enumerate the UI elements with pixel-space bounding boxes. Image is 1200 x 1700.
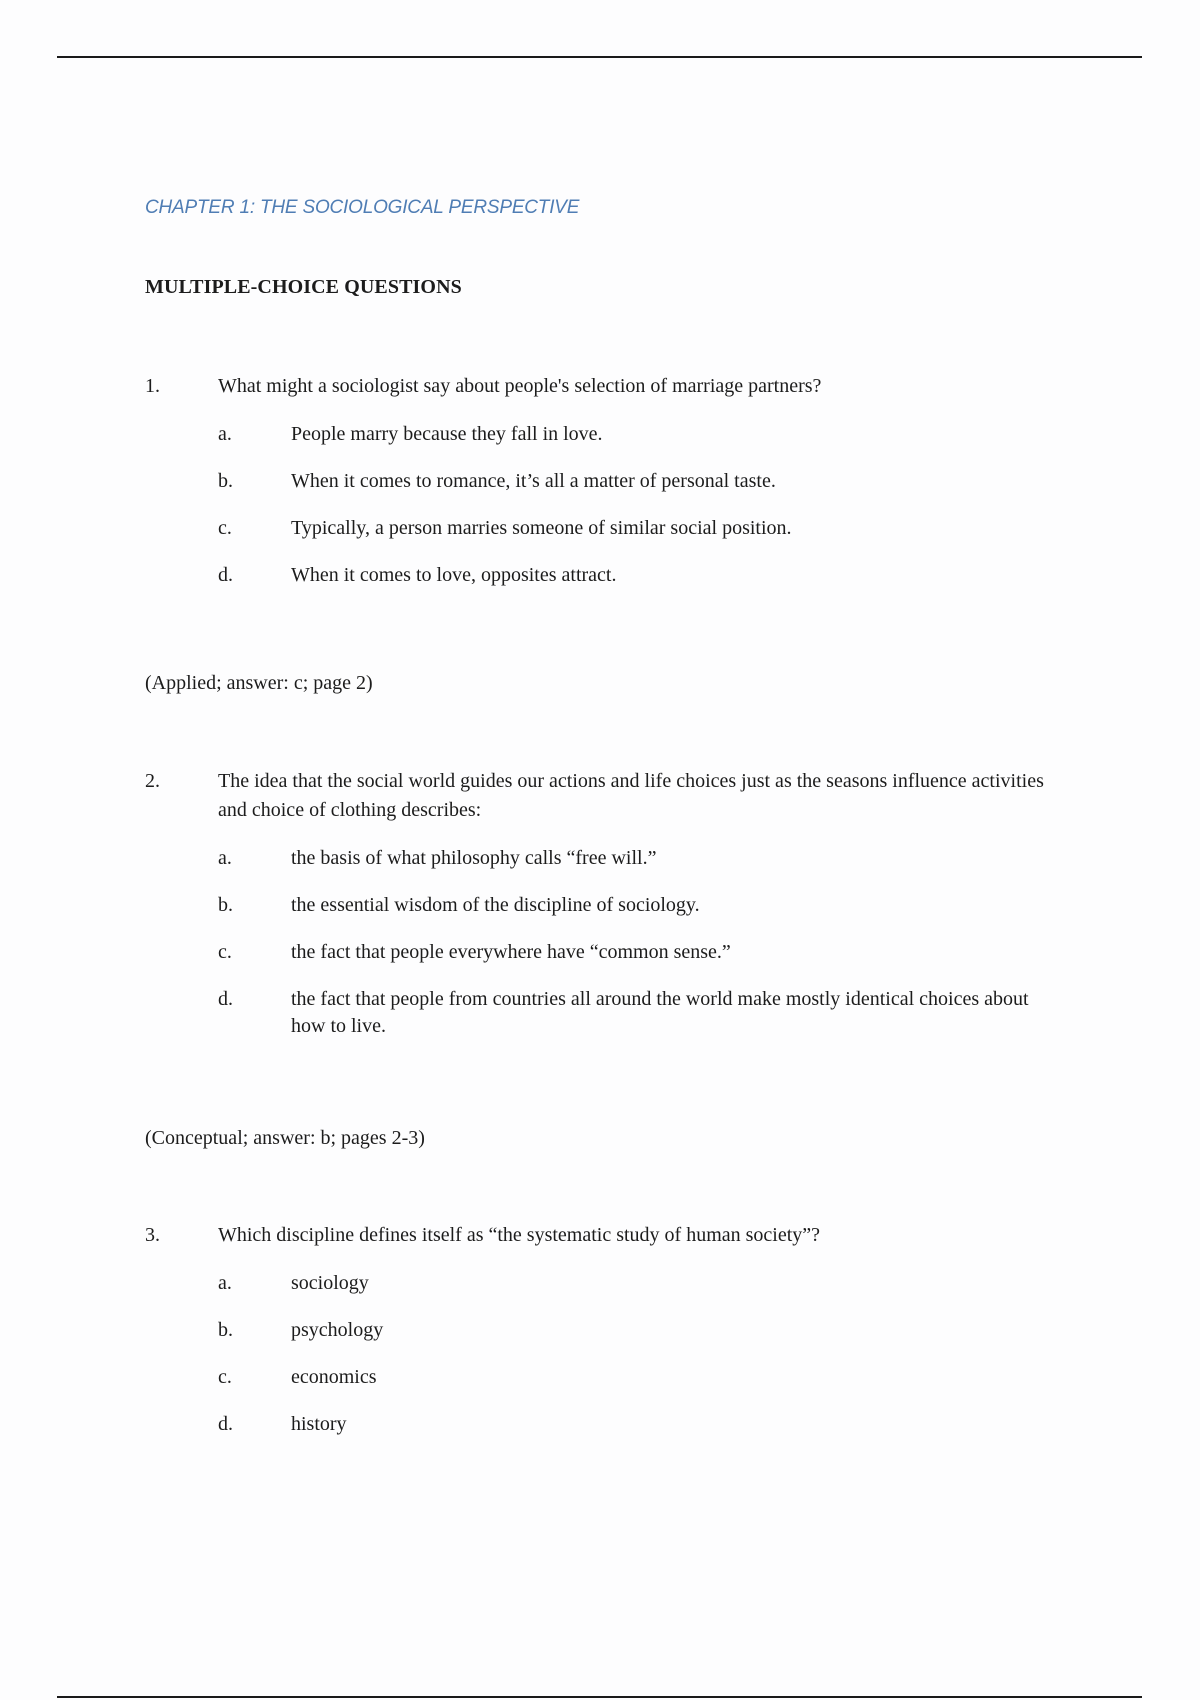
option-c — [145, 1364, 1065, 1391]
option-text: When it comes to romance, it’s all a matter of personal taste. — [291, 470, 776, 492]
option-text: the fact that people everywhere have “common sense.” — [291, 941, 731, 963]
option-a — [145, 845, 1065, 872]
option-text: Typically, a person marries someone of similar social position. — [291, 517, 792, 539]
option-letter: a. — [218, 423, 232, 445]
option-a — [145, 421, 1065, 448]
option-text: the essential wisdom of the discipline of sociology. — [291, 894, 700, 916]
option-letter: d. — [218, 1413, 233, 1435]
option-letter: b. — [218, 470, 233, 492]
option-text: sociology — [291, 1272, 369, 1294]
question-2 — [145, 767, 1065, 1040]
question-number: 2. — [145, 770, 160, 792]
answer-note-2: (Conceptual; answer: b; pages 2-3) — [145, 1127, 425, 1149]
question-number: 1. — [145, 375, 160, 397]
option-list — [145, 845, 1065, 1040]
option-letter: a. — [218, 847, 232, 869]
answer-note-1: (Applied; answer: c; page 2) — [145, 672, 373, 694]
question-number: 3. — [145, 1224, 160, 1246]
option-text: psychology — [291, 1319, 384, 1341]
section-heading: MULTIPLE-CHOICE QUESTIONS — [145, 276, 462, 298]
option-c — [145, 939, 1065, 966]
option-b — [145, 468, 1065, 495]
question-text: Which discipline defines itself as “the systematic study of human society”? — [218, 1224, 821, 1246]
chapter-title: CHAPTER 1: THE SOCIOLOGICAL PERSPECTIVE — [145, 197, 580, 218]
option-text: When it comes to love, opposites attract. — [291, 564, 617, 586]
option-b — [145, 1317, 1065, 1344]
option-d — [145, 1411, 1065, 1438]
question-3 — [145, 1221, 1065, 1438]
option-list — [145, 1270, 1065, 1438]
option-letter: c. — [218, 941, 232, 963]
option-letter: a. — [218, 1272, 232, 1294]
option-text: history — [291, 1413, 347, 1435]
option-c — [145, 515, 1065, 542]
option-letter: b. — [218, 894, 233, 916]
option-letter: c. — [218, 517, 232, 539]
option-list — [145, 421, 1065, 589]
option-text: People marry because they fall in love. — [291, 423, 603, 445]
option-a — [145, 1270, 1065, 1297]
option-letter: d. — [218, 988, 233, 1010]
question-text: What might a sociologist say about people's selection of marriage partners? — [218, 375, 822, 397]
option-text: the basis of what philosophy calls “free will.” — [291, 847, 657, 869]
question-1 — [145, 372, 1065, 589]
option-letter: c. — [218, 1366, 232, 1388]
option-letter: b. — [218, 1319, 233, 1341]
option-d — [145, 986, 1065, 1040]
option-b — [145, 892, 1065, 919]
option-text: the fact that people from countries all around the world make mostly identical choices about how to live. — [291, 988, 1029, 1037]
page-bottom-rule — [57, 1696, 1142, 1698]
option-d — [145, 562, 1065, 589]
option-letter: d. — [218, 564, 233, 586]
question-text: The idea that the social world guides our actions and life choices just as the seasons influence activities and choice of clothing describes: — [218, 770, 1044, 821]
page-top-rule — [57, 56, 1142, 58]
option-text: economics — [291, 1366, 377, 1388]
